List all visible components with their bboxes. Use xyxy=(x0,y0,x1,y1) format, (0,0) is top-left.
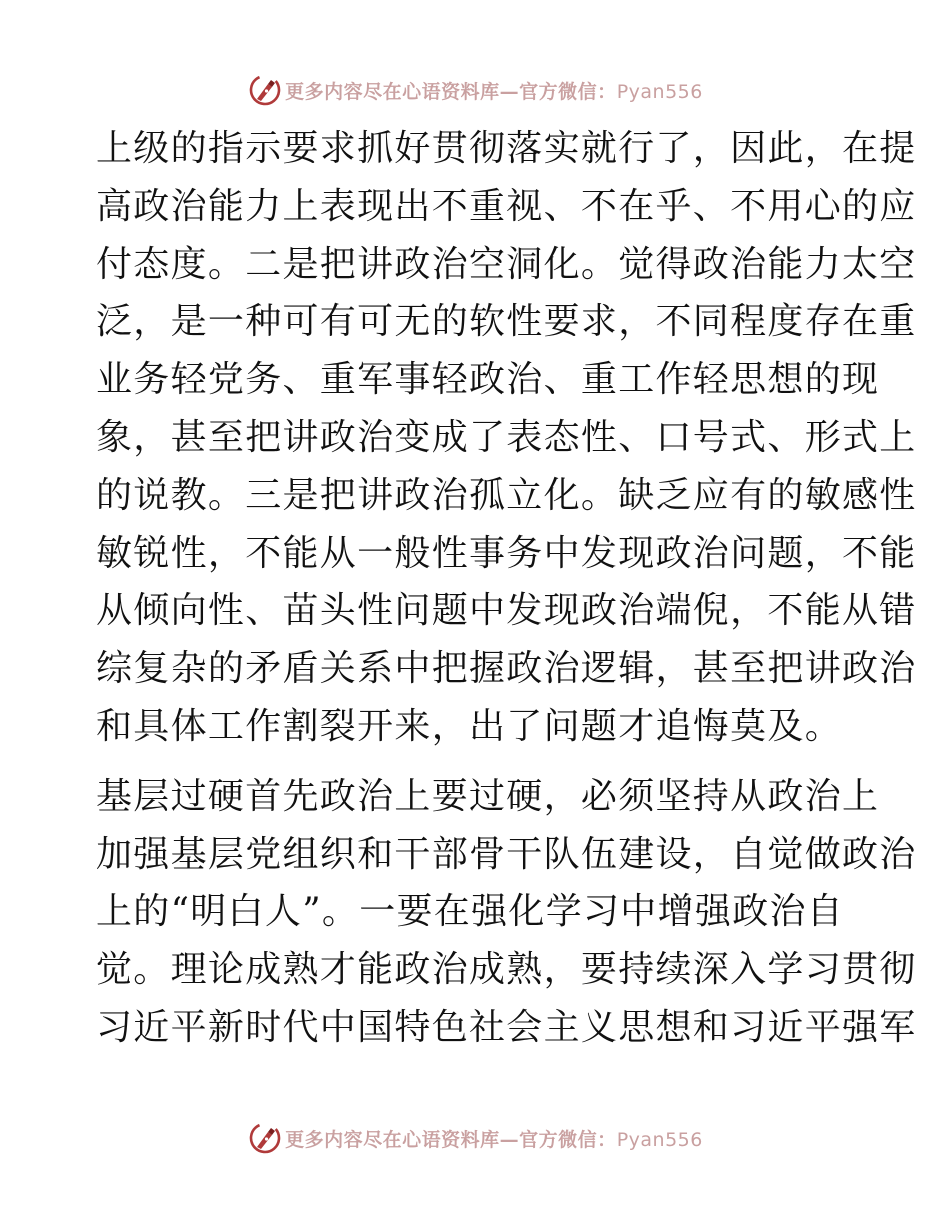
header-watermark xyxy=(0,70,950,110)
paragraph-2 xyxy=(96,768,917,1057)
paragraph-2-line: 习近平新时代中国特色社会主义思想和习近平强军 xyxy=(96,1006,917,1048)
footer-watermark-text xyxy=(285,1125,703,1152)
paragraph-1-line: 敏锐性，不能从一般性事务中发现政治问题，不能 xyxy=(96,532,917,574)
footer-watermark xyxy=(0,1118,950,1158)
paragraph-2-line: 基层过硬首先政治上要过硬，必须坚持从政治上 xyxy=(96,775,880,817)
header-watermark-id: Pyan556 xyxy=(616,80,703,103)
paragraph-1-line: 上级的指示要求抓好贯彻落实就行了，因此，在提 xyxy=(96,128,917,169)
header-watermark-main: 更多内容尽在心语资料库 xyxy=(285,80,500,103)
paragraph-1-line: 泛，是一种可有可无的软性要求，不同程度存在重 xyxy=(96,301,917,343)
paragraph-1-line: 业务轻党务、重军事轻政治、重工作轻思想的现 xyxy=(96,359,880,401)
paragraph-1-line: 象，甚至把讲政治变成了表态性、口号式、形式上 xyxy=(96,416,917,458)
header-watermark-dash: — xyxy=(499,80,520,103)
header-watermark-official: 官方微信： xyxy=(519,80,617,103)
footer-watermark-id: Pyan556 xyxy=(616,1128,703,1151)
pen-nib-logo-icon xyxy=(247,1120,283,1156)
document-body xyxy=(96,120,917,1057)
paragraph-2-line: 觉。理论成熟才能政治成熟，要持续深入学习贯彻 xyxy=(96,949,917,991)
paragraph-1-line: 从倾向性、苗头性问题中发现政治端倪，不能从错 xyxy=(96,590,917,632)
paragraph-1 xyxy=(96,120,917,756)
paragraph-1-line: 和具体工作割裂开来，出了问题才追悔莫及。 xyxy=(96,705,843,747)
paragraph-1-line: 综复杂的矛盾关系中把握政治逻辑，甚至把讲政治 xyxy=(96,648,917,690)
footer-watermark-main: 更多内容尽在心语资料库 xyxy=(285,1128,500,1151)
paragraph-1-line: 付态度。二是把讲政治空洞化。觉得政治能力太空 xyxy=(96,243,917,285)
paragraph-1-line: 高政治能力上表现出不重视、不在乎、不用心的应 xyxy=(96,185,917,227)
paragraph-2-line: 加强基层党组织和干部骨干队伍建设，自觉做政治 xyxy=(96,833,917,875)
header-watermark-text xyxy=(285,77,703,104)
pen-nib-logo-icon xyxy=(247,72,283,108)
paragraph-2-line: 上的“明白人”。一要在强化学习中增强政治自 xyxy=(96,891,845,933)
paragraph-1-line: 的说教。三是把讲政治孤立化。缺乏应有的敏感性 xyxy=(96,474,917,516)
footer-watermark-official: 官方微信： xyxy=(519,1128,617,1151)
footer-watermark-dash: — xyxy=(499,1128,520,1151)
